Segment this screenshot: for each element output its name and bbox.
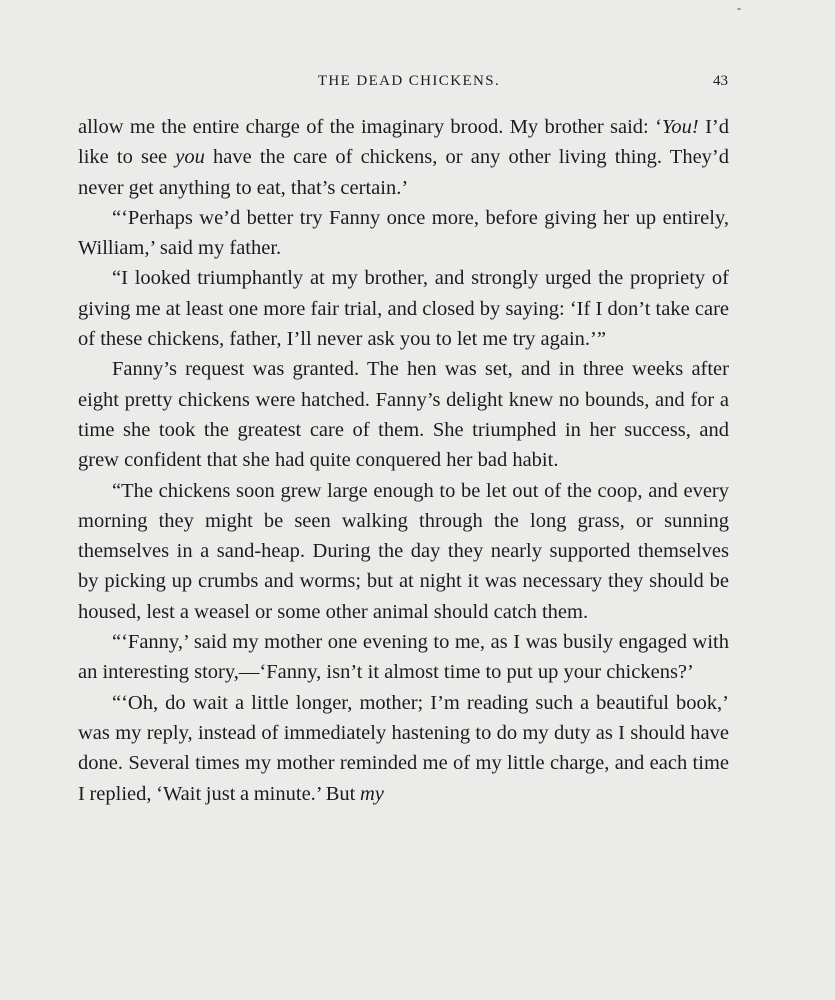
paragraph	[78, 112, 729, 203]
paper-speck	[737, 8, 741, 10]
emphasis: you	[175, 146, 205, 169]
running-head: THE DEAD CHICKENS.	[317, 73, 501, 89]
paragraph-text: “‘Oh, do wait a little longer, mother; I’m reading such a beautiful book,’ was my reply, instead of immediately hastening to do my duty as I should have done. Several times my mother reminded me of my little charge, and each time I replied, ‘Wait just a minute.’ But	[78, 691, 729, 805]
paragraph: Fanny’s request was granted. The hen was set, and in three weeks after eight pretty chickens were hatched. Fanny’s delight knew no bounds, and for a time she took the greatest care of them. She triumphed in her success, and grew confident that she had quite conquered her bad habit.	[78, 358, 729, 472]
page-number: 43	[713, 73, 728, 89]
paragraph: “I looked triumphantly at my brother, and strongly urged the propriety of giving me at least one more fair trial, and closed by saying: ‘If I don’t take care of these chickens, father, I’ll never ask you to let me try again.’”	[78, 267, 729, 351]
paragraph	[78, 688, 729, 809]
body-text	[78, 112, 729, 809]
paragraph: “‘Perhaps we’d better try Fanny once more, before giving her up entirely, William,’ said my father.	[78, 206, 729, 260]
paragraph-text: allow me the entire charge of the imaginary brood. My brother said: ‘	[78, 116, 662, 138]
paragraph: “The chickens soon grew large enough to be let out of the coop, and every morning they might be seen walking through the long grass, or sunning themselves in a sand-heap. During the day they nearly supported themselves by picking up crumbs and worms; but at night it was necessary they should be housed, lest a weasel or some other animal should catch them.	[78, 479, 729, 623]
emphasis: my	[359, 782, 384, 805]
emphasis: You!	[661, 116, 699, 138]
paragraph: “‘Fanny,’ said my mother one evening to me, as I was busily engaged with an interesting story,—‘Fanny, isn’t it almost time to put up your chickens?’	[78, 631, 729, 684]
page-header	[78, 73, 740, 97]
paragraph-text: I’d like to see	[78, 116, 729, 169]
paragraph-text: have the care of chickens, or any other living thing. They’d never get anything to eat, that’s certain.’	[78, 146, 729, 199]
